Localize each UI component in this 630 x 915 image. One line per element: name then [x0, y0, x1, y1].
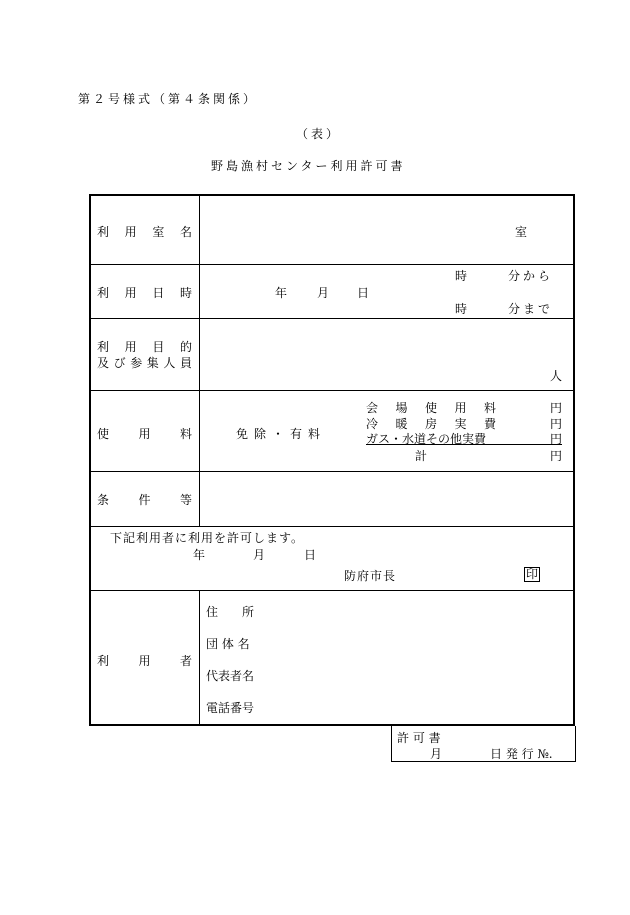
row-divider [89, 264, 575, 265]
date-day-unit: 日 [357, 286, 370, 300]
row-divider [89, 390, 575, 391]
time-to-hour: 時 [455, 302, 468, 316]
document-title: 野島漁村センター利用許可書 [211, 159, 406, 173]
row-divider [89, 318, 575, 319]
fee-item-venue-unit: 円 [550, 401, 563, 415]
permit-issue-month: 月 [430, 747, 443, 761]
permit-box-title: 許 可 書 [397, 731, 441, 745]
row-divider [89, 471, 575, 472]
fee-total-label: 計 [415, 449, 428, 463]
seal-mark: 印 [526, 567, 539, 581]
fee-item-utilities-unit: 円 [550, 432, 563, 446]
people-unit: 人 [550, 369, 563, 383]
fee-total-unit: 円 [550, 449, 563, 463]
permission-month-unit: 月 [253, 548, 266, 562]
permission-statement: 下記利用者に利用を許可します。 [110, 531, 305, 545]
fee-item-aircon: 冷 暖 房 実 費 [366, 417, 496, 431]
time-from-minute: 分から [508, 269, 554, 283]
room-label: 利 用 室 名 [97, 225, 192, 239]
permission-day-unit: 日 [304, 548, 317, 562]
representative-label: 代表者名 [206, 669, 255, 683]
address-label: 住 所 [206, 605, 255, 619]
time-to-minute: 分まで [508, 302, 554, 316]
issuing-authority: 防府市長 [344, 569, 397, 583]
side-label: （表） [296, 127, 342, 141]
column-divider [199, 196, 200, 526]
form-number: 第２号様式（第４条関係） [78, 92, 259, 106]
fee-label: 使 用 料 [97, 427, 192, 441]
attendees-label: 及 び 参 集 人 員 [97, 356, 192, 370]
date-month-unit: 月 [317, 286, 330, 300]
row-divider [89, 526, 575, 527]
row-divider [89, 590, 575, 591]
datetime-label: 利 用 日 時 [97, 286, 192, 300]
conditions-label: 条 件 等 [97, 493, 192, 507]
fee-item-venue: 会 場 使 用 料 [366, 401, 496, 415]
permission-year-unit: 年 [193, 548, 206, 562]
permit-issue-number: 日 発 行 №. [490, 747, 553, 761]
date-year-unit: 年 [275, 286, 288, 300]
column-divider [199, 590, 200, 725]
fee-subtotal-line [366, 444, 562, 445]
phone-label: 電話番号 [206, 701, 255, 715]
purpose-label: 利 用 目 的 [97, 340, 192, 354]
time-from-hour: 時 [455, 269, 468, 283]
room-suffix: 室 [515, 225, 528, 239]
fee-item-utilities: ガス・水道その他実費 [366, 432, 487, 446]
fee-exemption: 免除・有料 [236, 427, 327, 441]
form-table [89, 194, 575, 726]
group-name-label: 団 体 名 [206, 637, 250, 651]
user-label: 利 用 者 [97, 654, 192, 668]
fee-item-aircon-unit: 円 [550, 417, 563, 431]
